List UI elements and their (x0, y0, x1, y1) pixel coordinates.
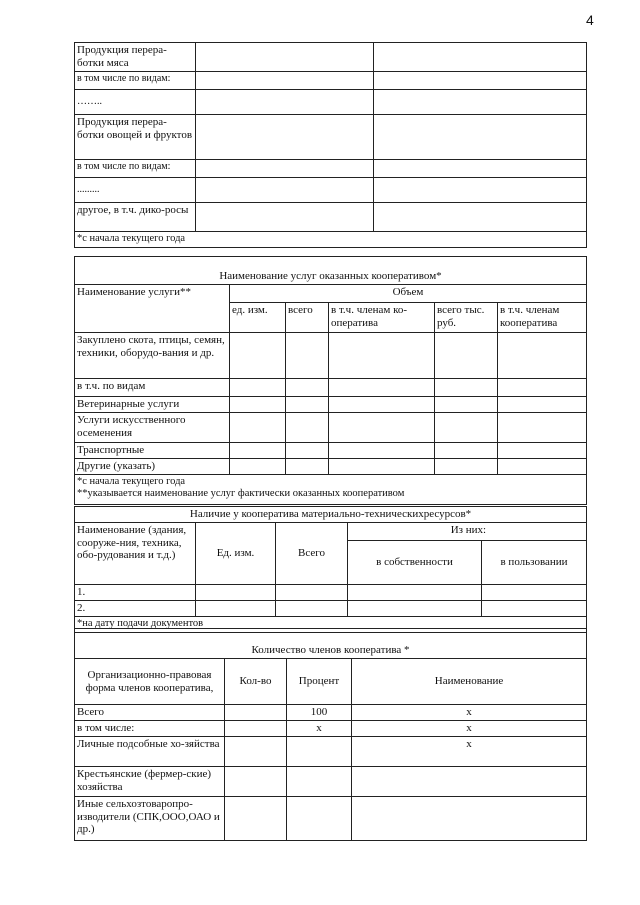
table-row (75, 797, 587, 841)
services-section (74, 256, 586, 505)
table-row (75, 413, 587, 443)
service-label: в т.ч. по видам (75, 379, 230, 397)
products-note: *с начала текущего года (75, 232, 587, 248)
table-row (75, 178, 587, 203)
table-row (75, 659, 587, 705)
table-row (75, 523, 587, 541)
resource-row-number: 2. (75, 601, 196, 617)
members-section (74, 628, 586, 841)
members-col-pct: Процент (287, 659, 352, 705)
member-pct (287, 737, 352, 767)
services-col-volume: Объем (230, 285, 587, 303)
table-row (75, 115, 587, 160)
product-label: в том числе по видам: (75, 160, 196, 178)
resources-col-unit: Ед. изм. (196, 523, 276, 585)
member-label: Личные подсобные хо-зяйства (75, 737, 225, 767)
members-title: Количество членов кооператива * (75, 629, 587, 659)
table-row (75, 475, 587, 505)
members-col-name: Наименование (352, 659, 587, 705)
member-pct: 100 (287, 705, 352, 721)
table-row (75, 232, 587, 248)
page-number: 4 (586, 12, 594, 28)
products-table (74, 42, 587, 248)
table-row (75, 397, 587, 413)
members-col-form: Организационно-правовая форма членов кооператива, (75, 659, 225, 705)
member-name: х (352, 705, 587, 721)
member-qty (225, 705, 287, 721)
table-row (75, 379, 587, 397)
product-label: …….. (75, 90, 196, 115)
member-pct (287, 767, 352, 797)
member-name: х (352, 721, 587, 737)
member-qty (225, 721, 287, 737)
member-pct (287, 797, 352, 841)
table-row (75, 333, 587, 379)
resources-table (74, 506, 587, 633)
table-row (75, 43, 587, 72)
table-row (75, 721, 587, 737)
services-title: Наименование услуг оказанных кооперативом* (75, 257, 587, 285)
services-subheader: всего тыс. руб. (435, 303, 498, 333)
resources-col-use: в пользовании (482, 541, 587, 585)
member-name: х (352, 737, 587, 767)
resources-note: *на дату подачи документов (75, 617, 587, 633)
services-note-1: *с начала текущего года (77, 476, 186, 487)
service-label: Ветеринарные услуги (75, 397, 230, 413)
table-row (75, 285, 587, 303)
table-row (75, 257, 587, 285)
services-table (74, 256, 587, 505)
service-label: Другие (указать) (75, 459, 230, 475)
table-row (75, 160, 587, 178)
resources-col-total: Всего (276, 523, 348, 585)
services-subheader: в т.ч. членам ко-оператива (329, 303, 435, 333)
table-row (75, 459, 587, 475)
member-qty (225, 797, 287, 841)
table-row (75, 629, 587, 659)
service-label: Транспортные (75, 443, 230, 459)
services-col-name: Наименование услуги** (75, 285, 230, 333)
members-col-qty: Кол-во (225, 659, 287, 705)
table-row (75, 585, 587, 601)
table-row (75, 203, 587, 232)
product-label: другое, в т.ч. дико-росы (75, 203, 196, 232)
table-row (75, 507, 587, 523)
table-row (75, 443, 587, 459)
member-name (352, 797, 587, 841)
table-row (75, 601, 587, 617)
table-row (75, 767, 587, 797)
members-table (74, 628, 587, 841)
resources-col-name: Наименование (здания, сооруже-ния, техника, обо-рудования и т.д.) (75, 523, 196, 585)
services-notes (75, 475, 587, 505)
member-label: Крестьянские (фермер-ские) хозяйства (75, 767, 225, 797)
service-label: Услуги искусственного осеменения (75, 413, 230, 443)
resources-title: Наличие у кооператива материально-техническихресурсов* (75, 507, 587, 523)
resource-row-number: 1. (75, 585, 196, 601)
member-qty (225, 767, 287, 797)
services-subheader: ед. изм. (230, 303, 286, 333)
services-subheader: в т.ч. членам кооператива (498, 303, 587, 333)
product-label: Продукция перера-ботки овощей и фруктов (75, 115, 196, 160)
product-label: Продукция перера-ботки мяса (75, 43, 196, 72)
table-row (75, 737, 587, 767)
member-label: Иные сельхозтоваропро-изводители (СПК,ООО,ОАО и др.) (75, 797, 225, 841)
resources-col-own: в собственности (348, 541, 482, 585)
member-qty (225, 737, 287, 767)
resources-section (74, 506, 586, 633)
table-row (75, 72, 587, 90)
member-pct: х (287, 721, 352, 737)
service-label: Закуплено скота, птицы, семян, техники, оборудо-вания и др. (75, 333, 230, 379)
member-label: в том числе: (75, 721, 225, 737)
resources-col-of-them: Из них: (348, 523, 587, 541)
product-label: в том числе по видам: (75, 72, 196, 90)
table-row (75, 90, 587, 115)
member-name (352, 767, 587, 797)
product-label: ......... (75, 178, 196, 203)
table-row (75, 705, 587, 721)
services-subheader: всего (286, 303, 329, 333)
products-section (74, 42, 586, 248)
services-note-2: **указывается наименование услуг фактически оказанных кооперативом (77, 488, 405, 500)
member-label: Всего (75, 705, 225, 721)
